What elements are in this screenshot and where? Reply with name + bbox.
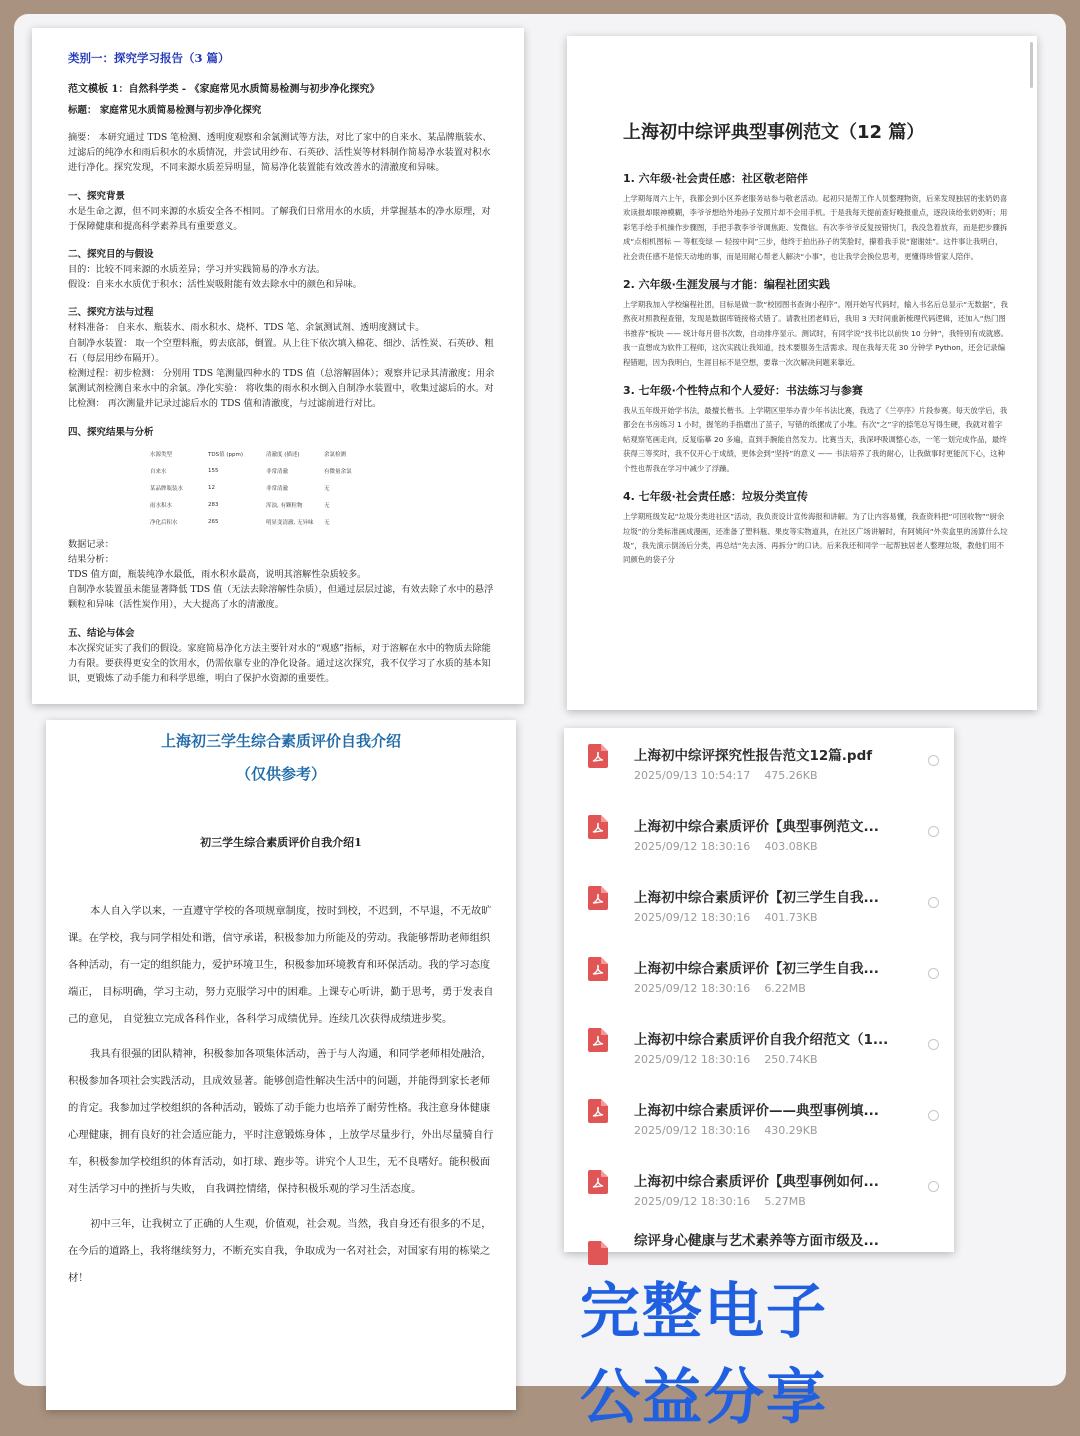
select-radio[interactable] <box>928 1039 939 1050</box>
table-cell: 12 <box>208 485 215 492</box>
example-section <box>623 170 1009 264</box>
table-cell: 无 <box>324 520 330 527</box>
collage-frame <box>14 14 1066 1433</box>
scrollbar[interactable] <box>1030 42 1033 88</box>
file-list <box>564 728 954 1252</box>
results-analysis: 数据记录： 结果分析： TDS 值方面，瓶装纯净水最低，雨水积水最高，说明其溶解性杂质较多。 自制净水装置虽未能显著降低 TDS 值（无法去除溶解性杂质），但通过层层过滤，有效去除了水中的悬浮颗粒和异味（活性炭作用），大大提高了水的清澈度。 <box>68 538 494 611</box>
example-text: 上学期班级发起“垃圾分类进社区”活动，我负责设计宣传海报和讲解。为了让内容易懂，我查资料把“可回收物”“厨余垃圾”的分类标准画成漫画，还准备了塑料瓶、果皮等实物道具，在社区广场讲解时，有阿姨问“外卖盒里的汤算什么垃圾”，我先演示倒汤后分类，再总结“先去汤、再拆分”的口诀。后来我还和同学一起帮独居老人整理垃圾，教他们用不同颜色的袋子分 <box>623 512 1008 565</box>
file-size: 401.73KB <box>764 911 818 924</box>
example-heading: 1. 六年级·社会责任感：社区敬老陪伴 <box>623 172 808 185</box>
table-cell: 有微量余氯 <box>324 469 352 476</box>
table-cell: 浑浊, 有颗粒物 <box>266 503 303 510</box>
examples-page <box>567 36 1037 710</box>
table-row <box>150 497 382 514</box>
self-intro-subtitle: 初三学生综合素质评价自我介绍1 <box>200 836 362 849</box>
file-meta <box>634 840 818 853</box>
file-size: 475.26KB <box>764 769 818 782</box>
file-date: 2025/09/12 18:30:16 <box>634 982 751 995</box>
table-cell: 自来水 <box>150 469 167 476</box>
banner-line-1: 完整电子 <box>580 1277 828 1347</box>
select-radio[interactable] <box>928 1110 939 1121</box>
file-size: 6.22MB <box>764 982 806 995</box>
pdf-file-icon <box>588 886 608 910</box>
pdf-file-icon <box>588 815 608 839</box>
file-date: 2025/09/12 18:30:16 <box>634 1124 751 1137</box>
file-item[interactable] <box>564 1083 954 1154</box>
file-name: 上海初中综合素质评价——典型事例填... <box>634 1103 879 1119</box>
table-cell: 283 <box>208 502 219 509</box>
section-heading-results: 四、探究结果与分析 <box>68 426 154 438</box>
table-cell: 净化后积水 <box>150 520 178 527</box>
file-size: 403.08KB <box>764 840 818 853</box>
table-cell: 水源类型 <box>150 452 173 459</box>
section-heading-background: 一、探究背景 <box>68 190 126 202</box>
file-name: 上海初中综合素质评价【初三学生自我... <box>634 961 879 977</box>
section-text-background: 水是生命之源，但不同来源的水质安全各不相同。了解我们日常用水的水质，并掌握基本的净水原理，对于保障健康和提高科学素养具有重要意义。 <box>68 205 491 232</box>
examples-title: 上海初中综评典型事例范文（12 篇） <box>623 122 925 143</box>
self-intro-paragraph: 本人自入学以来，一直遵守学校的各项规章制度，按时到校，不迟到，不早退，不无故旷课。在学校，我与同学相处和谐，信守承诺，积极参加力所能及的劳动。我能够帮助老师组织各种活动，有一定的组织能力，爱护环境卫生，积极参加环境教育和环保活动。我的学习态度端正， 目标明确，学习主动，努力克服学习中的困难。上课专心听讲，勤于思考，勇于发表自己的意见， 自觉独立完成各科作业，各科学习成绩优异。连续几次获得成绩进步奖。 <box>68 905 494 1025</box>
file-name: 综评身心健康与艺术素养等方面市级及... <box>634 1233 879 1249</box>
table-cell: 清澈度 (描述) <box>266 452 300 459</box>
file-date: 2025/09/12 18:30:16 <box>634 1053 751 1066</box>
file-meta <box>634 982 806 995</box>
banner-line-2: 公益分享 <box>580 1363 828 1433</box>
self-intro-paragraph: 我具有很强的团队精神，积极参加各项集体活动，善于与人沟通，和同学老师相处融洽，积极参加各项社会实践活动，且成效显著。能够创造性解决生活中的问题，并能得到家长老师的肯定。我参加过学校组织的各种活动，锻炼了动手能力也培养了耐劳性格。我注意身体健康心理健康，拥有良好的社会适应能力，平时注意锻炼身体 ，上放学尽量步行，外出尽量骑自行车，积极参加学校组织的体育活动，如打球、跑步等。讲究个人卫生，无不良嗜好。能积极面对生活学习中的挫折与失败， 自我调控情绪，保持积极乐观的学习生活态度。 <box>68 1048 494 1195</box>
table-cell: 雨水积水 <box>150 503 173 510</box>
file-name: 上海初中综合素质评价【初三学生自我... <box>634 890 879 906</box>
self-intro-title: 上海初三学生综合素质评价自我介绍 <box>160 732 401 750</box>
section-text-conclusion: 本次探究证实了我们的假设。家庭简易净化方法主要针对水的“观感”指标，对于溶解在水中的物质去除能力有限。要获得更安全的饮用水，仍需依靠专业的净化设备。通过这次探究，我不仅学习了水质的基本知识，更锻炼了动手能力和科学思维，明白了保护水资源的重要性。 <box>68 642 491 685</box>
pdf-file-icon <box>588 1099 608 1123</box>
select-radio[interactable] <box>928 826 939 837</box>
table-row <box>150 446 382 463</box>
file-size: 250.74KB <box>764 1053 818 1066</box>
report-page <box>32 28 524 704</box>
file-meta <box>634 769 818 782</box>
select-radio[interactable] <box>928 968 939 979</box>
results-table <box>150 446 382 531</box>
file-name: 上海初中综合素质评价【典型事例如何... <box>634 1174 879 1190</box>
table-cell: TDS值 (ppm) <box>208 452 243 459</box>
self-intro-note: （仅供参考） <box>235 765 326 783</box>
self-intro-paragraph: 初中三年，让我树立了正确的人生观，价值观，社会观。当然，我自身还有很多的不足，在今后的道路上，我将继续努力，不断充实自我，争取成为一名对社会，对国家有用的栋梁之材！ <box>68 1218 492 1284</box>
file-name: 上海初中综合素质评价【典型事例范文... <box>634 819 879 835</box>
file-item[interactable] <box>564 941 954 1012</box>
example-heading: 2. 六年级·生涯发展与才能：编程社团实践 <box>623 278 830 292</box>
table-cell: 明显变清澈, 无异味 <box>266 520 314 527</box>
example-text: 上学期我加入学校编程社团，目标是做一款“校园图书查询小程序”。刚开始写代码时，输入书名后总显示“无数据”，我熬夜对照教程查错，发现是数据库链接格式错了。请教社团老师后，我用 3 天时间重新梳理代码逻辑，还加入“热门图书推荐”板块 —— 统计每月借书次数，自动排序显示。测试时，有同学说“找书比以前快 10 分钟”，我特别有成就感。我一直想成为软件工程师，这次实践让我知道，技术要服务生活需求。现在我每天花 30 分钟学 Python，还会记录编程错题，因为我明白，生涯目标不是空想，要靠一次次解决问题来靠近。 <box>623 300 1009 367</box>
file-meta <box>634 1195 806 1208</box>
abstract-paragraph: 摘要： 本研究通过 TDS 笔检测、透明度观察和余氯测试等方法，对比了家中的自来水、某品牌瓶装水、过滤后的纯净水和雨后积水的水质情况，并尝试用纱布、石英砂、活性炭等材料制作简易净水装置对积水进行净化。探究发现，不同来源水质差异明显，简易净化装置能有效改善水的清澈度和异味。 <box>68 132 492 174</box>
template-line: 范文模板 1：自然科学类 - 《家庭常见水质简易检测与初步净化探究》 <box>68 84 380 95</box>
pdf-file-icon <box>588 744 608 768</box>
file-name: 上海初中综合素质评价自我介绍范文（1... <box>634 1032 889 1048</box>
file-name: 上海初中综评探究性报告范文12篇.pdf <box>634 748 873 764</box>
file-item[interactable] <box>564 1154 954 1225</box>
example-text: 上学期每周六上午，我都会到小区养老服务站参与敬老活动。起初只是帮工作人员整理物资，后来发现独居的张奶奶喜欢读报却眼神模糊，李爷爷想给外地孙子发照片却不会用手机。于是我每天提前查好晚报重点，逐段读给张奶奶听；用彩笔手绘手机操作步骤图，手把手教李爷爷调焦距、发微信。有次李爷爷反复按错快门，我没急着放弃，而是把步骤拆成“点相机图标 — 等框变绿 — 轻按中间”三步，他终于拍出孙子的笑脸时，攥着我手说“谢谢娃”。这件事让我明白，社会责任感不是惊天动地的事，而是用耐心帮老人解决“小事”，也让我学会换位思考，更懂得珍惜家人陪伴。 <box>623 194 1008 261</box>
select-radio[interactable] <box>928 755 939 766</box>
pdf-file-icon <box>588 957 608 981</box>
example-heading: 4. 七年级·社会责任感：垃圾分类宣传 <box>623 490 808 504</box>
file-date: 2025/09/13 10:54:17 <box>634 769 751 782</box>
table-cell: 155 <box>208 468 219 475</box>
example-section <box>623 382 1009 476</box>
report-title-line: 标题： 家庭常见水质简易检测与初步净化探究 <box>68 105 262 116</box>
table-row <box>150 463 382 480</box>
file-date: 2025/09/12 18:30:16 <box>634 840 751 853</box>
select-radio[interactable] <box>928 897 939 908</box>
pdf-file-icon <box>588 1170 608 1194</box>
file-item[interactable] <box>564 728 954 799</box>
file-date: 2025/09/12 18:30:16 <box>634 911 751 924</box>
file-size: 5.27MB <box>764 1195 806 1208</box>
table-cell: 无 <box>324 486 330 493</box>
select-radio[interactable] <box>928 1181 939 1192</box>
section-heading-conclusion: 五、结论与体会 <box>68 627 135 639</box>
file-date: 2025/09/12 18:30:16 <box>634 1195 751 1208</box>
file-meta <box>634 911 818 924</box>
example-text: 我从五年级开始学书法，最擅长楷书。上学期区里举办青少年书法比赛，我选了《兰亭序》片段参赛。每天放学后，我都会在书房练习 1 小时，握笔的手指磨出了茧子，写错的纸摞成了小堆。有次“之”字的捺笔总写得生硬，我就对着字帖观察笔画走向，反复临摹 20 多遍，直到手腕能自然发力。比赛当天，我深呼吸调整心态，一笔一划完成作品，最终获得三等奖时，我不仅开心于成绩，更体会到“坚持”的意义 —— 书法培养了我的耐心，让我做事时更能沉下心，这种个性也帮我在学习中减少了浮躁。 <box>623 406 1008 473</box>
table-cell: 余氯检测 <box>324 452 347 459</box>
table-cell: 某品牌瓶装水 <box>150 486 184 493</box>
table-cell: 无 <box>324 503 330 510</box>
file-item[interactable] <box>564 870 954 941</box>
self-intro-page <box>46 720 516 1410</box>
section-text-method: 材料准备： 自来水、瓶装水、雨水积水、烧杯、TDS 笔、余氯测试剂、透明度测试卡。 自制净水装置： 取一个空塑料瓶，剪去底部，倒置。从上往下依次填入棉花、细沙、活性炭、石英砂、粗石（每层用纱布隔开）。 检测过程：初步检测： 分别用 TDS 笔测量四种水的 TDS 值（总溶解固体）；观察并记录其清澈度；用余氯测试剂检测自来水中的余氯。净化实验： 将收集的雨水积水倒入自制净水装置中，收集过滤后的水。对比检测： 再次测量并记录过滤后水的 TDS 值和清澈度，与过滤前进行对比。 <box>68 322 495 410</box>
section-text-purpose: 目的：比较不同来源的水质差异；学习并实践简易的净水方法。 假设：自来水水质优于积水；活性炭吸附能有效去除水中的颜色和异味。 <box>68 264 362 291</box>
file-item[interactable] <box>564 799 954 870</box>
table-cell: 265 <box>208 519 219 526</box>
file-item[interactable] <box>564 1012 954 1083</box>
pdf-file-icon <box>588 1028 608 1052</box>
category-heading: 类别一：探究学习报告（3 篇） <box>68 51 230 65</box>
pdf-file-icon <box>588 1241 608 1265</box>
file-size: 430.29KB <box>764 1124 818 1137</box>
example-section <box>623 488 1009 568</box>
file-meta <box>634 1053 818 1066</box>
section-heading-method: 三、探究方法与过程 <box>68 307 154 319</box>
table-cell: 非常清澈 <box>266 486 289 493</box>
table-cell: 非常清澈 <box>266 469 289 476</box>
example-section <box>623 276 1009 370</box>
file-meta <box>634 1124 818 1137</box>
section-heading-purpose: 二、探究目的与假设 <box>68 249 154 261</box>
example-heading: 3. 七年级·个性特点和个人爱好：书法练习与参赛 <box>623 384 863 398</box>
table-row <box>150 480 382 497</box>
table-row <box>150 514 382 531</box>
